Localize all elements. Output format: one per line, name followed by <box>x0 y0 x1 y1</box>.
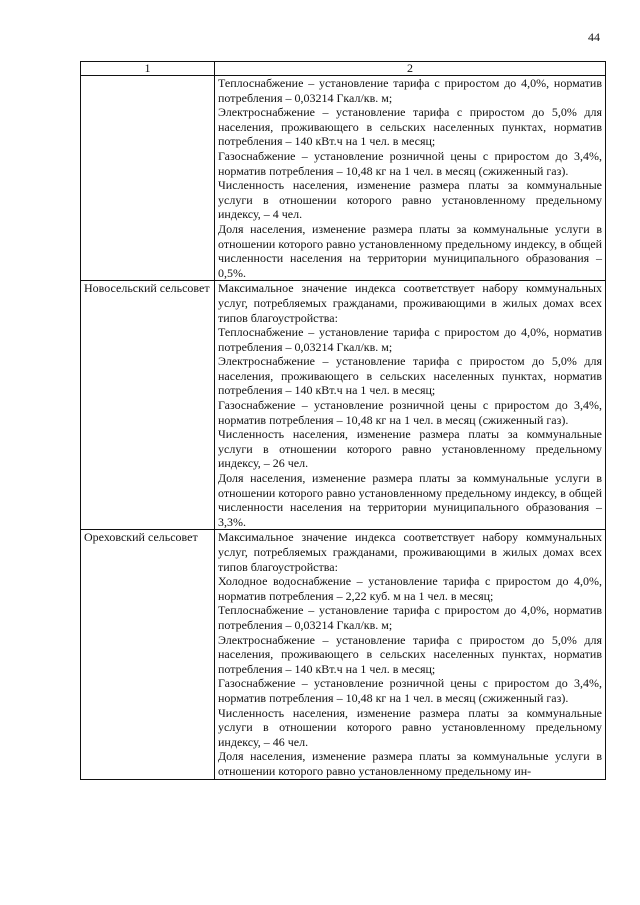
paragraph: Доля населения, изменение размера платы за коммунальные услуги в отношении которого равно установленному предельному индексу, в общей численности населения на территории муниципального образования – 3,3%. <box>218 471 602 529</box>
paragraph: Численность населения, изменение размера платы за коммунальные услуги в отношении которого равно установленному предельному индексу, – 4 чел. <box>218 178 602 222</box>
paragraph: Газоснабжение – установление розничной цены с приростом до 3,4%, норматив потребления – 10,48 кг на 1 чел. в месяц (сжиженный газ). <box>218 676 602 705</box>
paragraph: Электроснабжение – установление тарифа с приростом до 5,0% для населения, проживающего в сельских населенных пунктах, норматив потребления – 140 кВт.ч на 1 чел. в месяц; <box>218 105 602 149</box>
paragraph: Теплоснабжение – установление тарифа с приростом до 4,0%, норматив потребления – 0,03214 Гкал/кв. м; <box>218 603 602 632</box>
table-row <box>81 76 606 281</box>
municipality-name <box>81 76 215 281</box>
paragraph: Максимальное значение индекса соответствует набору коммунальных услуг, потребляемых гражданами, проживающими в жилых домах всех типов благоустройства: <box>218 281 602 325</box>
column-header-1: 1 <box>81 62 215 76</box>
indicator-text <box>215 530 606 779</box>
table-row <box>81 281 606 530</box>
paragraph: Холодное водоснабжение – установление тарифа с приростом до 4,0%, норматив потребления – 2,22 куб. м на 1 чел. в месяц; <box>218 574 602 603</box>
table-row <box>81 530 606 779</box>
paragraph: Электроснабжение – установление тарифа с приростом до 5,0% для населения, проживающего в сельских населенных пунктах, норматив потребления – 140 кВт.ч на 1 чел. в месяц; <box>218 632 602 676</box>
paragraph: Доля населения, изменение размера платы за коммунальные услуги в отношении которого равно установленному предельному ин- <box>218 749 602 778</box>
indicator-text <box>215 281 606 530</box>
column-header-2: 2 <box>215 62 606 76</box>
paragraph: Численность населения, изменение размера платы за коммунальные услуги в отношении которого равно установленному предельному индексу, – 46 чел. <box>218 705 602 749</box>
municipality-name: Ореховский сельсовет <box>81 530 215 779</box>
paragraph: Электроснабжение – установление тарифа с приростом до 5,0% для населения, проживающего в сельских населенных пунктах, норматив потребления – 140 кВт.ч на 1 чел. в месяц; <box>218 354 602 398</box>
page-number: 44 <box>588 30 600 44</box>
paragraph: Теплоснабжение – установление тарифа с приростом до 4,0%, норматив потребления – 0,03214 Гкал/кв. м; <box>218 325 602 354</box>
paragraph: Газоснабжение – установление розничной цены с приростом до 3,4%, норматив потребления – 10,48 кг на 1 чел. в месяц (сжиженный газ). <box>218 148 602 178</box>
table-header-row <box>81 62 606 76</box>
paragraph: Газоснабжение – установление розничной цены с приростом до 3,4%, норматив потребления – 10,48 кг на 1 чел. в месяц (сжиженный газ). <box>218 398 602 427</box>
paragraph: Численность населения, изменение размера платы за коммунальные услуги в отношении которого равно установленному предельному индексу, – 26 чел. <box>218 427 602 471</box>
paragraph: Максимальное значение индекса соответствует набору коммунальных услуг, потребляемых гражданами, проживающими в жилых домах всех типов благоустройства: <box>218 530 602 574</box>
municipality-name: Новосельский сельсовет <box>81 281 215 530</box>
indicator-text <box>215 76 606 281</box>
tariff-table <box>80 61 606 780</box>
paragraph: Доля населения, изменение размера платы за коммунальные услуги в отношении которого равно установленному предельному индексу, в общей численности населения на территории муниципального образования – 0,5%. <box>218 221 602 280</box>
paragraph: Теплоснабжение – установление тарифа с приростом до 4,0%, норматив потребления – 0,03214 Гкал/кв. м; <box>218 76 602 105</box>
